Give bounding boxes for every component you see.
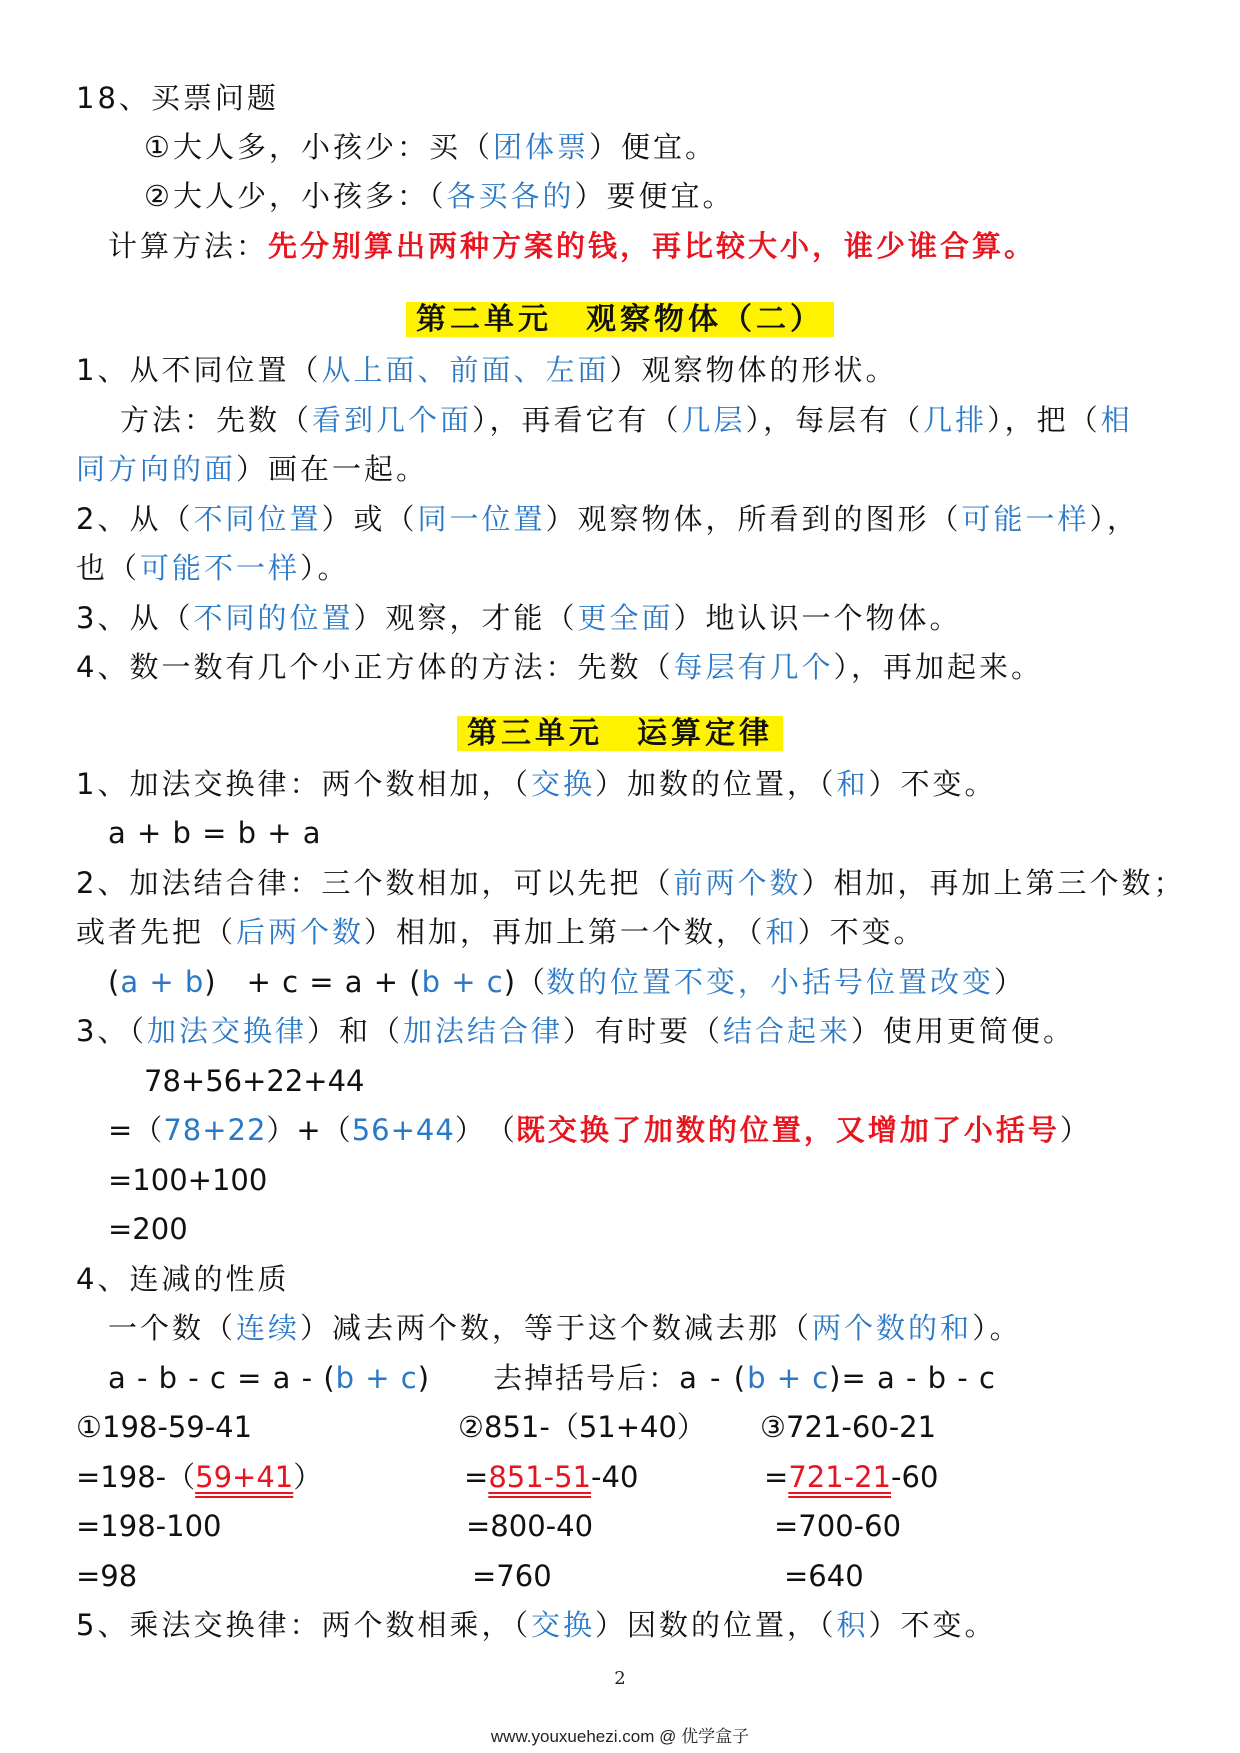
unit-3-point-1-formula: a + b = b + a: [108, 816, 322, 850]
unit-3-heading: 第三单元 运算定律: [457, 716, 783, 751]
section-18-line-1: ①大人多，小孩少：买（团体票）便宜。: [144, 130, 718, 164]
example-1-line-2: =198-（59+41）: [76, 1460, 323, 1494]
unit-3-point-3-expr-3: =100+100: [108, 1163, 268, 1197]
example-1-line-3: =198-100: [76, 1509, 222, 1543]
example-2-line-3: =800-40: [466, 1509, 594, 1543]
unit-3-point-2-cont: 或者先把（后两个数）相加，再加上第一个数，（和）不变。: [76, 915, 926, 949]
page-number: 2: [614, 1668, 626, 1689]
unit-2-point-3: 3、从（不同的位置）观察，才能（更全面）地认识一个物体。: [76, 601, 962, 635]
section-18-title: 18、买票问题: [76, 81, 279, 115]
unit-2-point-4: 4、数一数有几个小正方体的方法：先数（每层有几个），再加起来。: [76, 650, 1043, 684]
unit-2-point-1-method-cont: 同方向的面）画在一起。: [76, 452, 429, 486]
example-3-line-1: ③721-60-21: [760, 1410, 937, 1444]
unit-3-point-1: 1、加法交换律：两个数相加，（交换）加数的位置，（和）不变。: [76, 767, 997, 801]
example-3-line-2: =721-21-60: [764, 1460, 939, 1494]
example-2-line-1: ②851-（51+40）: [458, 1410, 706, 1444]
unit-3-point-2: 2、加法结合律：三个数相加，可以先把（前两个数）相加，再加上第三个数；: [76, 866, 1186, 900]
footer-watermark: www.youxuehezi.com @ 优学盒子: [490, 1727, 750, 1746]
unit-3-point-3-expr-2: =（78+22）+（56+44） （既交换了加数的位置，又增加了小括号）: [108, 1113, 1090, 1147]
unit-2-point-1: 1、从不同位置（从上面、前面、左面）观察物体的形状。: [76, 353, 898, 387]
example-2-line-2: =851-51-40: [464, 1460, 639, 1494]
unit-3-point-4: 4、连减的性质: [76, 1262, 290, 1296]
unit-2-point-2: 2、从（不同位置）或（同一位置）观察物体，所看到的图形（可能一样），: [76, 502, 1140, 536]
unit-3-point-3: 3、（加法交换律）和（加法结合律）有时要（结合起来）使用更简便。: [76, 1014, 1076, 1048]
unit-3-point-5: 5、乘法交换律：两个数相乘，（交换）因数的位置，（积）不变。: [76, 1608, 997, 1642]
example-2-line-4: =760: [472, 1559, 552, 1593]
unit-2-heading-wrap: [0, 296, 1240, 344]
unit-3-heading-wrap: [0, 710, 1240, 758]
example-3-line-4: =640: [784, 1559, 864, 1593]
unit-3-point-4-desc: 一个数（连续）减去两个数，等于这个数减去那（两个数的和）。: [108, 1311, 1022, 1345]
unit-2-heading: 第二单元 观察物体（二）: [406, 302, 834, 337]
example-1-line-4: =98: [76, 1559, 138, 1593]
example-3-line-3: =700-60: [774, 1509, 902, 1543]
unit-3-point-4-formula: a - b - c = a - (b + c) 去掉括号后：a - (b + c)= a - b - c: [108, 1361, 996, 1395]
example-1-line-1: ①198-59-41: [76, 1410, 253, 1444]
section-18-line-2: ②大人少，小孩多：（各买各的）要便宜。: [144, 179, 735, 213]
unit-3-point-2-formula: (a + b) + c = a + (b + c)（数的位置不变，小括号位置改变）: [108, 965, 1025, 999]
unit-3-point-3-expr-4: =200: [108, 1212, 188, 1246]
section-18-method: 计算方法：先分别算出两种方案的钱，再比较大小，谁少谁合算。: [108, 229, 1037, 263]
unit-2-point-1-method: 方法：先数（看到几个面），再看它有（几层），每层有（几排），把（相: [120, 403, 1133, 437]
unit-2-point-2-cont: 也（可能不一样）。: [76, 551, 350, 585]
unit-3-point-3-expr-1: 78+56+22+44: [144, 1064, 365, 1098]
